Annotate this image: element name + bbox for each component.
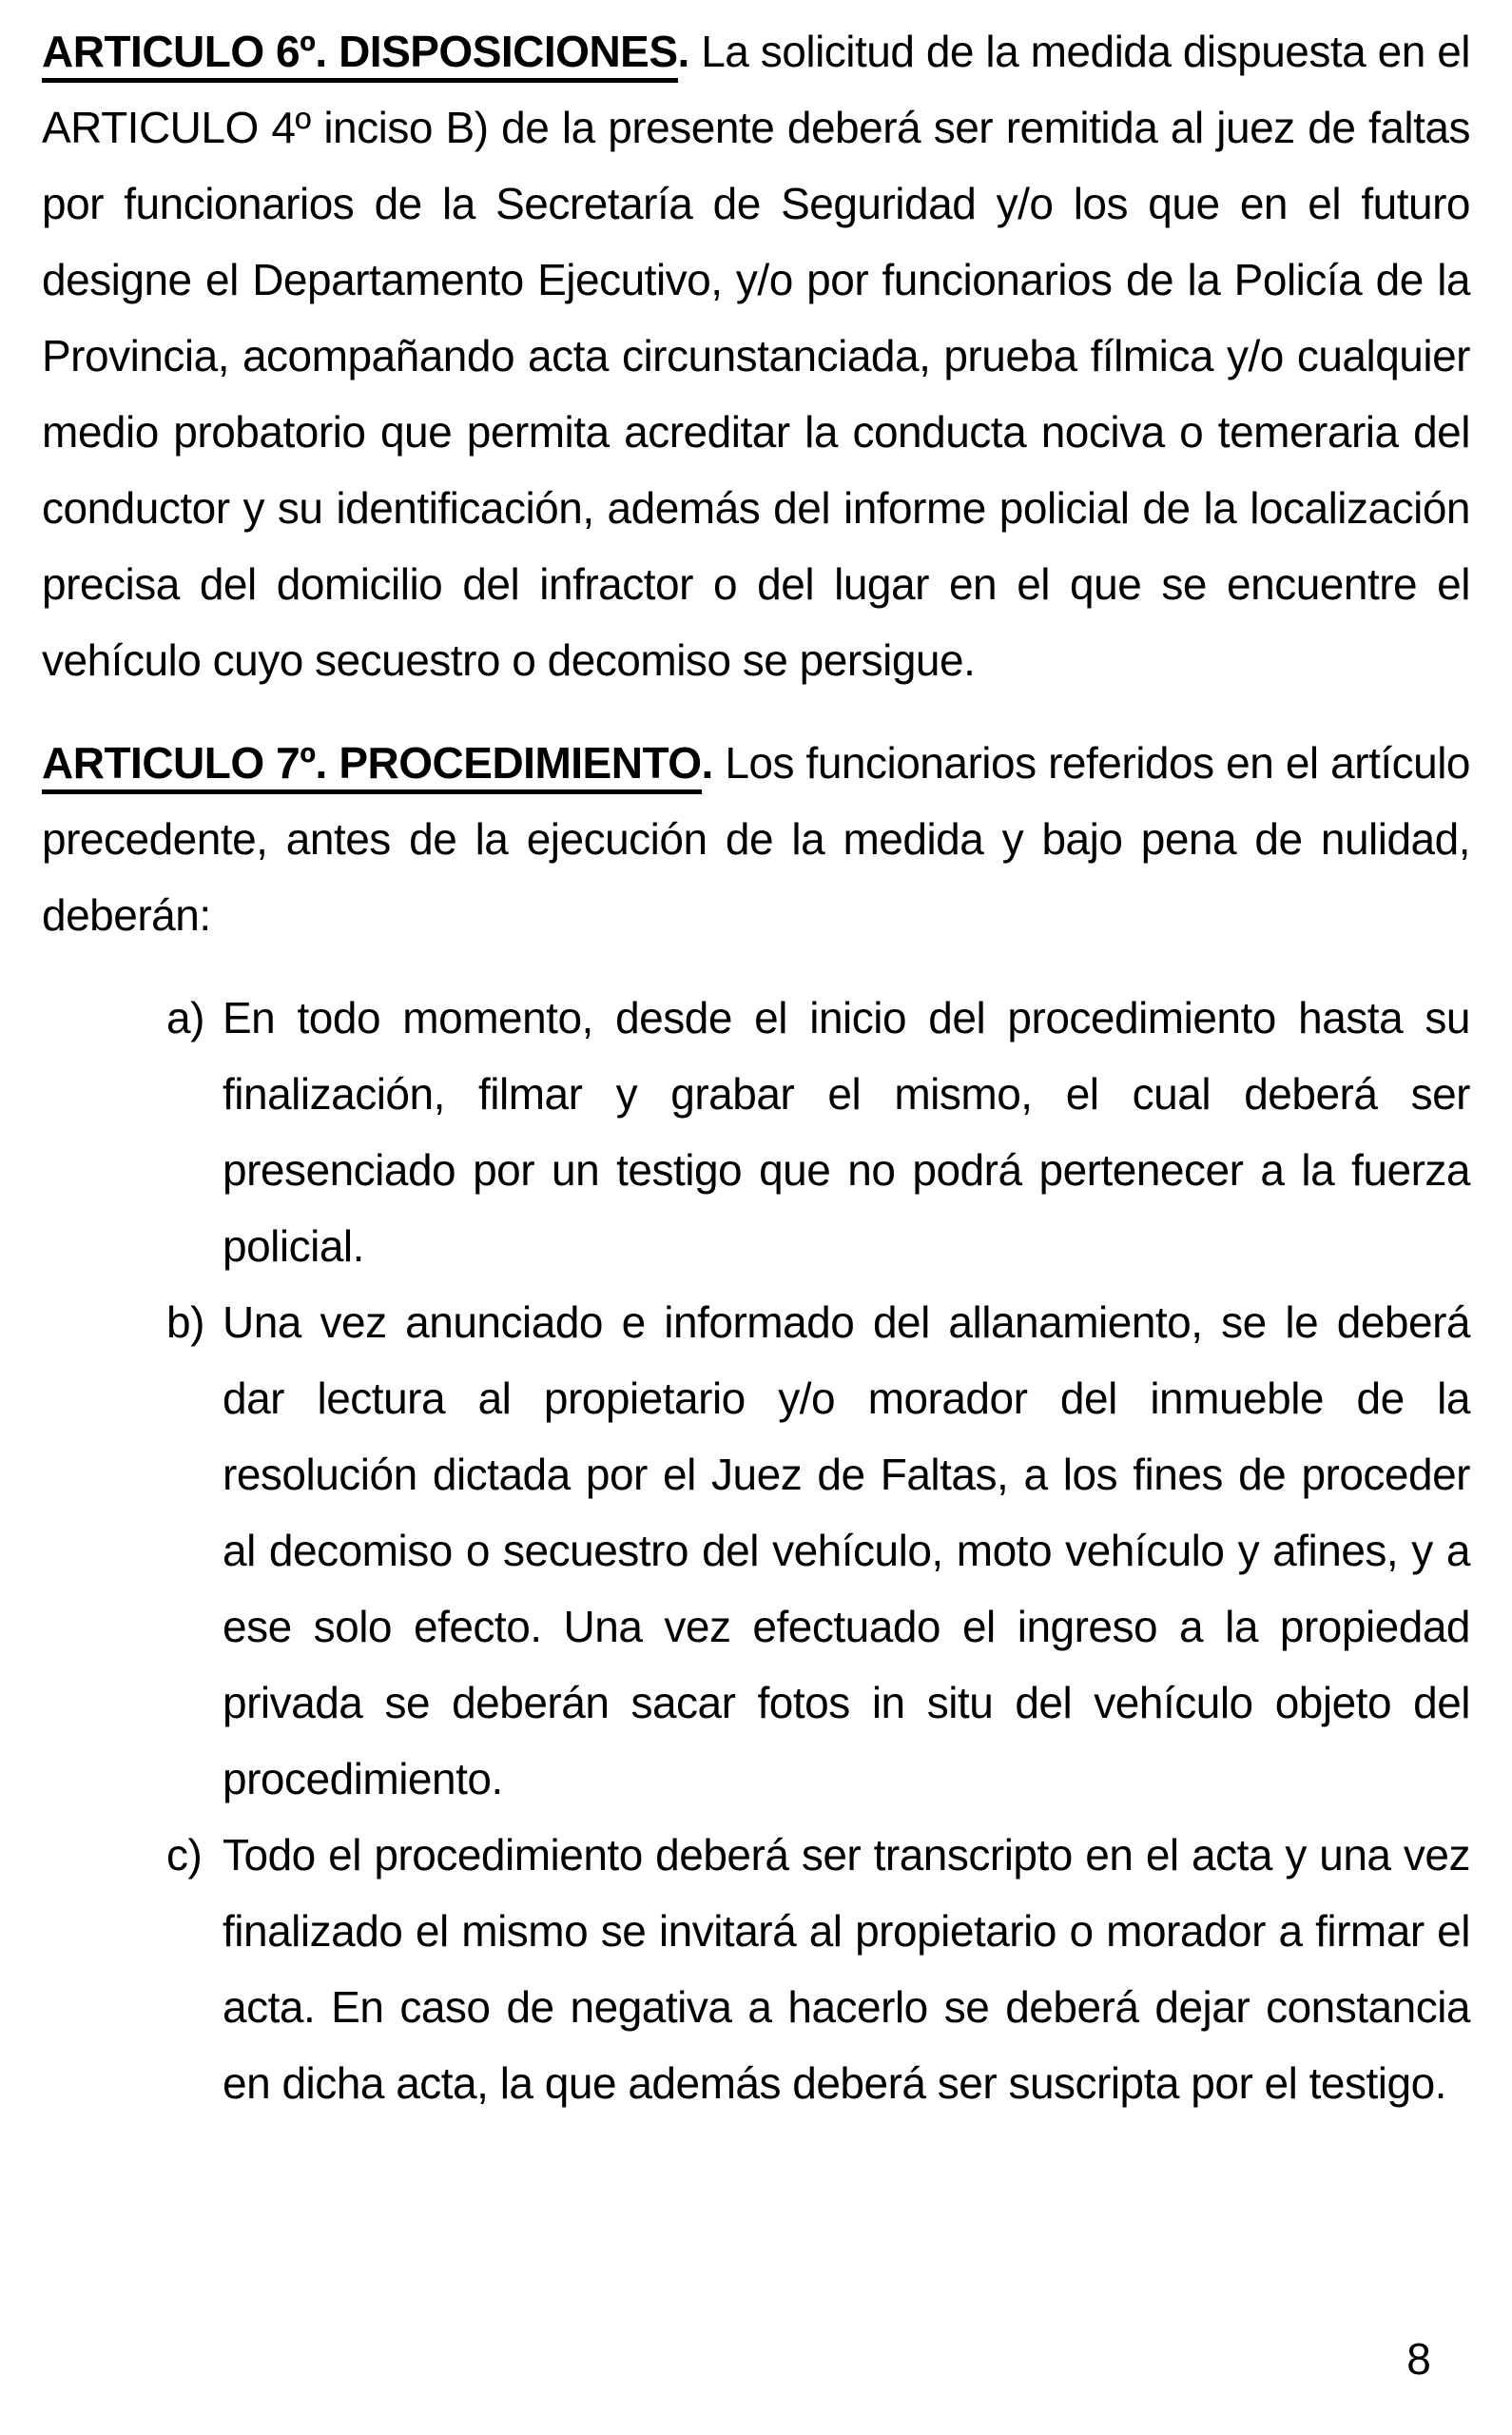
procedure-list <box>42 980 1470 2121</box>
article-7-body: Los funcionarios referidos en el artículo precedente, antes de la ejecución de la medida y bajo pena de nulidad, deberán: <box>42 738 1471 940</box>
list-item-c <box>166 1817 1470 2121</box>
article-7-heading-period: . <box>701 738 713 788</box>
article-6-heading-period: . <box>677 27 689 76</box>
article-6-body: La solicitud de la medida dispuesta en el ARTICULO 4º inciso B) de la presente deberá ser remitida al juez de faltas por funcionarios de la Secretaría de Seguridad y/o los que en el futuro designe el Departamento Ejecutivo, y/o por funcionarios de la Policía de la Provincia, acompañando acta circunstanciada, prueba fílmica y/o cualquier medio probatorio que permita acreditar la conducta nociva o temeraria del conductor y su identificación, además del informe policial de la localización precisa del domicilio del infractor o del lugar en el que se encuentre el vehículo cuyo secuestro o decomiso se persigue. <box>42 27 1470 685</box>
article-6-heading: ARTICULO 6º. DISPOSICIONES <box>42 27 678 83</box>
article-7-heading: ARTICULO 7º. PROCEDIMIENTO <box>42 738 702 794</box>
list-item-c-text: Todo el procedimiento deberá ser transcripto en el acta y una vez finalizado el mismo se invitará al propietario o morador a firmar el acta. En caso de negativa a hacerlo se deberá dejar constancia en dicha acta, la que además deberá ser suscripta por el testigo. <box>223 1830 1470 2108</box>
list-item-a-text: En todo momento, desde el inicio del procedimiento hasta su finalización, filmar y grabar el mismo, el cual deberá ser presenciado por un testigo que no podrá pertenecer a la fuerza policial. <box>223 993 1470 1271</box>
article-6-paragraph <box>42 13 1470 698</box>
list-item-b-text: Una vez anunciado e informado del allanamiento, se le deberá dar lectura al propietario y/o morador del inmueble de la resolución dictada por el Juez de Faltas, a los fines de proceder al decomiso o secuestro del vehículo, moto vehículo y afines, y a ese solo efecto. Una vez efectuado el ingreso a la propiedad privada se deberán sacar fotos in situ del vehículo objeto del procedimiento. <box>223 1297 1470 1803</box>
article-7-title <box>42 738 713 794</box>
list-item-b-marker: b) <box>166 1297 204 1347</box>
list-item-c-marker: c) <box>166 1830 203 1880</box>
page-number: 8 <box>1406 2334 1431 2384</box>
article-6-title <box>42 27 689 83</box>
article-7-paragraph <box>42 725 1470 953</box>
list-item-a <box>166 980 1470 1284</box>
list-item-a-marker: a) <box>166 993 204 1042</box>
list-item-b <box>166 1284 1470 1817</box>
